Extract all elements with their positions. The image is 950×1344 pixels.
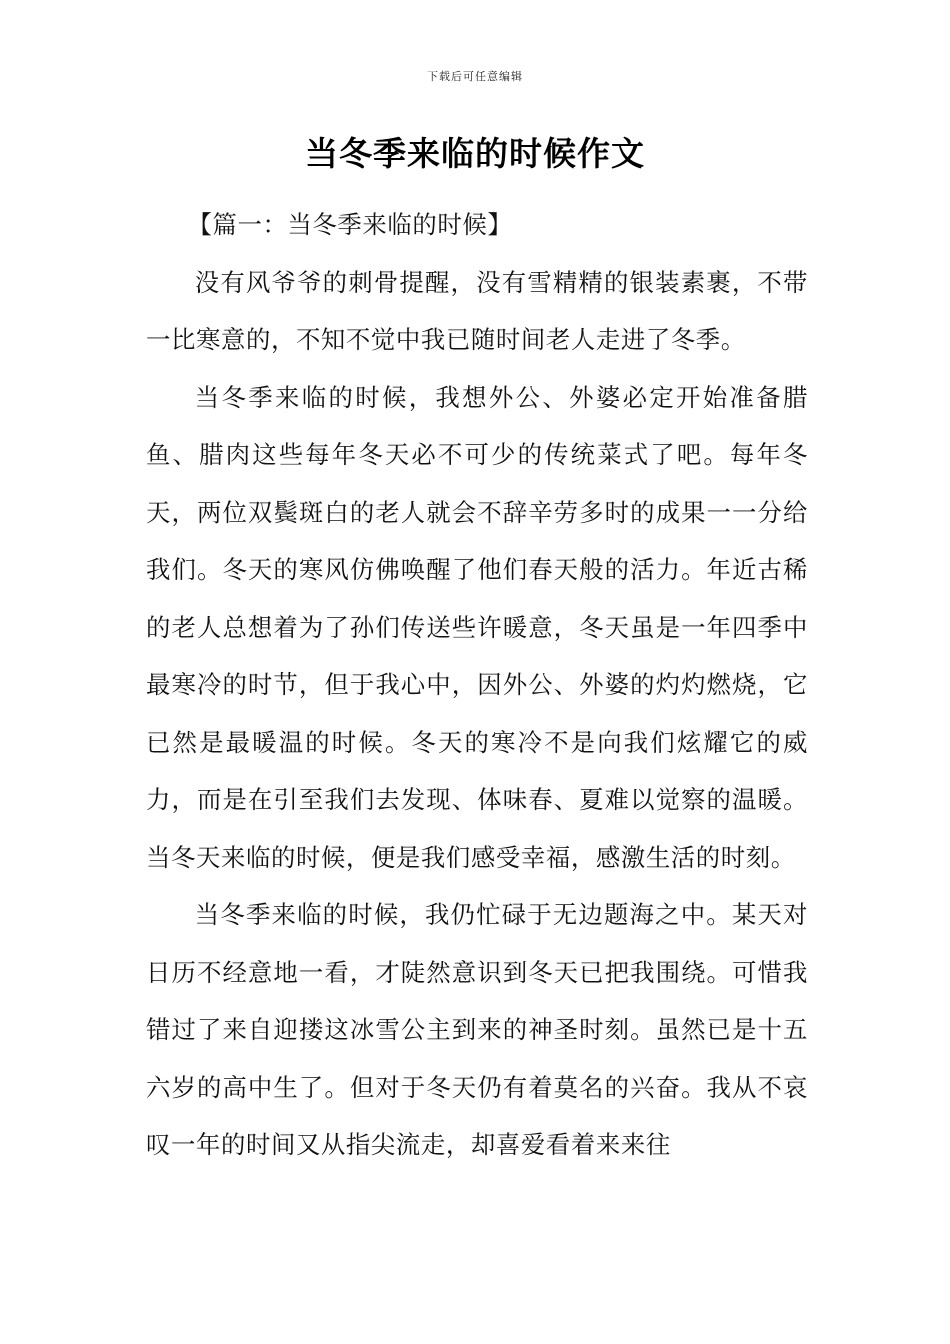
paragraph-2: 当冬季来临的时候，我想外公、外婆必定开始准备腊鱼、腊肉这些每年冬天必不可少的传统菜式了吧。每年冬天，两位双鬓斑白的老人就会不辞辛劳多时的成果一一分给我们。冬天的寒风仿佛唤醒了他们春天般的活力。年近古稀的老人总想着为了孙们传送些许暖意，冬天虽是一年四季中最寒冷的时节，但于我心中，因外公、外婆的灼灼燃烧，它已然是最暖温的时候。冬天的寒冷不是向我们炫耀它的威力，而是在引至我们去发现、体味春、夏难以觉察的温暖。当冬天来临的时候，便是我们感受幸福，感激生活的时刻。 xyxy=(146,382,808,872)
document-title: 当冬季来临的时候作文 xyxy=(305,134,645,173)
document-body xyxy=(146,196,808,1174)
paragraph-1: 没有风爷爷的刺骨提醒，没有雪精精的银装素裹，不带一比寒意的，不知不觉中我已随时间老人走进了冬季。 xyxy=(146,267,808,354)
paragraph-3: 当冬季来临的时候，我仍忙碌于无边题海之中。某天对日历不经意地一看，才陡然意识到冬天已把我围绕。可惜我错过了来自迎搂这冰雪公主到来的神圣时刻。虽然已是十五六岁的高中生了。但对于冬天仍有着莫名的兴奋。我从不哀叹一年的时间又从指尖流走，却喜爱看着来来往 xyxy=(146,900,808,1159)
section-heading: 【篇一：当冬季来临的时候】 xyxy=(187,210,513,239)
header-note: 下载后可任意编辑 xyxy=(427,70,523,83)
